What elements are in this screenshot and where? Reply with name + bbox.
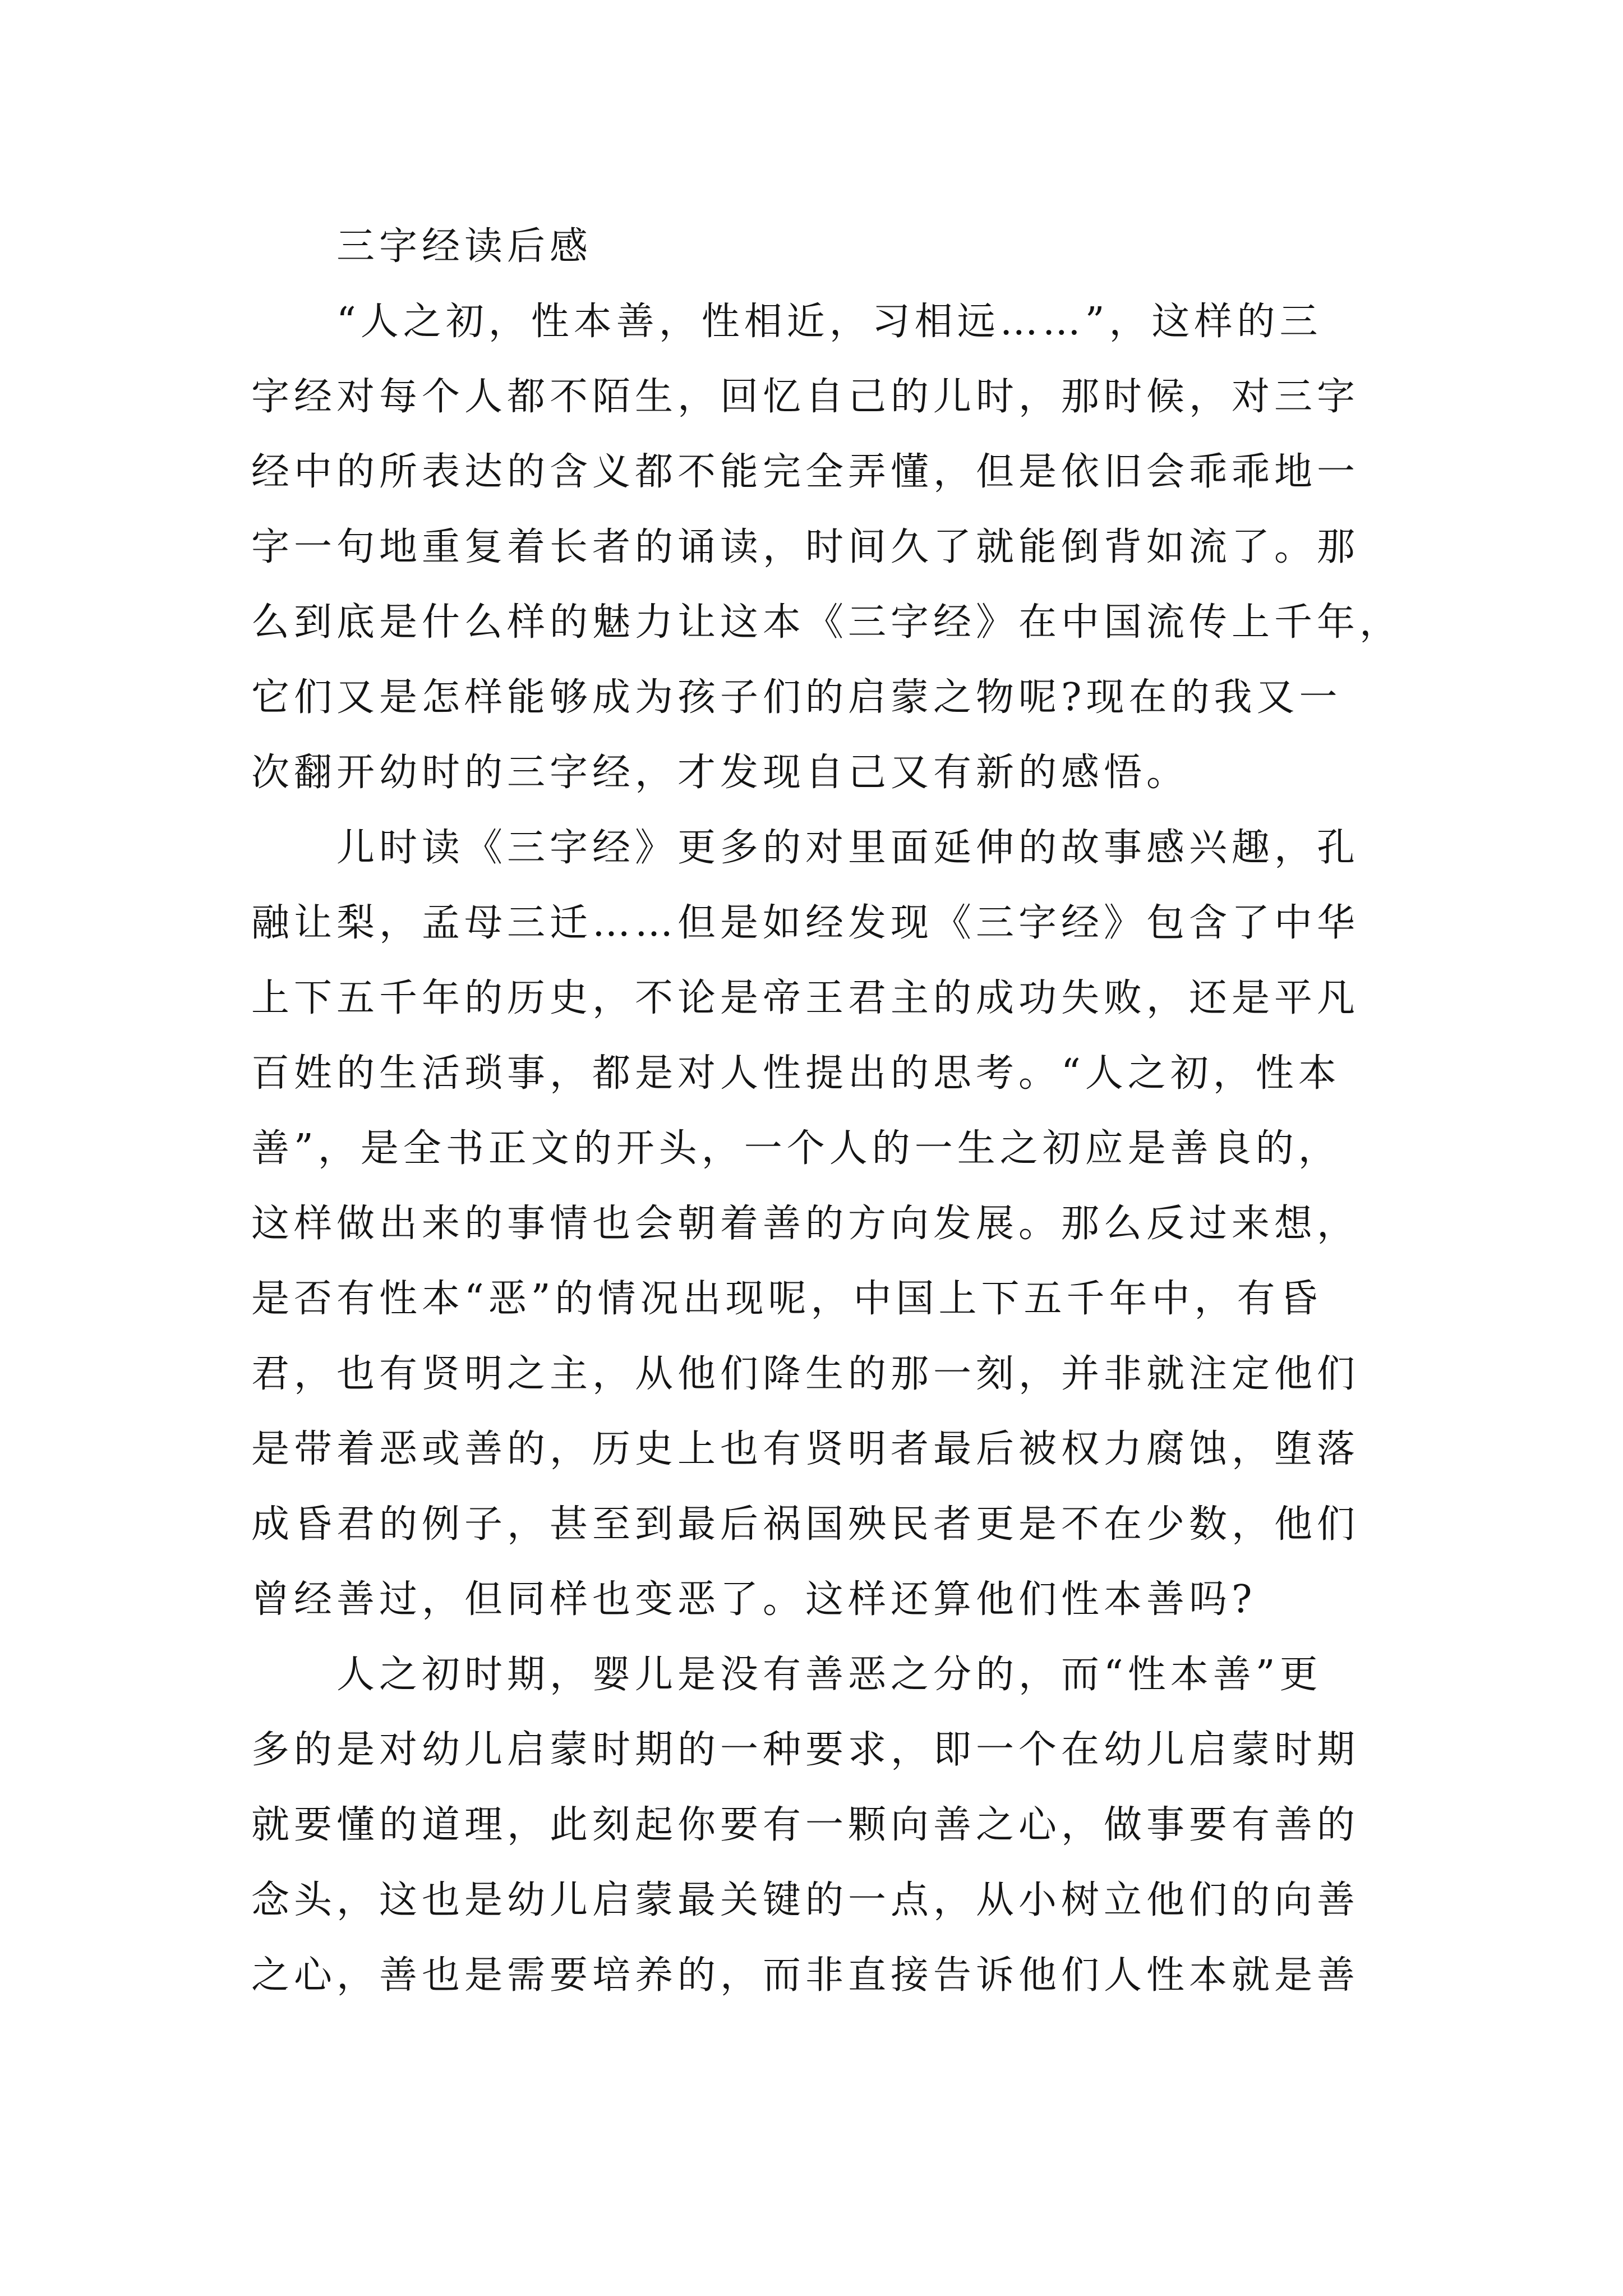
text-line: 多的是对幼儿启蒙时期的一种要求，即一个在幼儿启蒙时期 bbox=[251, 1728, 1360, 1772]
text-line: 字一句地重复着长者的诵读，时间久了就能倒背如流了。那 bbox=[251, 525, 1360, 569]
text-line: 就要懂的道理，此刻起你要有一颗向善之心，做事要有善的 bbox=[251, 1803, 1360, 1847]
text-line: 之心，善也是需要培养的，而非直接告诉他们人性本就是善 bbox=[251, 1953, 1360, 1998]
text-line: 是否有性本“恶”的情况出现呢，中国上下五千年中，有昏 bbox=[251, 1277, 1322, 1321]
text-line: 融让梨，孟母三迁……但是如经发现《三字经》包含了中华 bbox=[251, 901, 1360, 945]
essay-title: 三字经读后感 bbox=[336, 224, 593, 269]
text-line: 曾经善过，但同样也变恶了。这样还算他们性本善吗? bbox=[251, 1577, 1257, 1622]
text-line: 是带着恶或善的，历史上也有贤明者最后被权力腐蚀，堕落 bbox=[251, 1427, 1360, 1471]
text-line: 么到底是什么样的魅力让这本《三字经》在中国流传上千年， bbox=[251, 600, 1403, 645]
text-line: 经中的所表达的含义都不能完全弄懂，但是依旧会乖乖地一 bbox=[251, 450, 1360, 494]
text-line: 儿时读《三字经》更多的对里面延伸的故事感兴趣，孔 bbox=[336, 826, 1360, 870]
text-line: 君，也有贤明之主，从他们降生的那一刻，并非就注定他们 bbox=[251, 1352, 1360, 1396]
text-line: 善”，是全书正文的开头，一个人的一生之初应是善良的， bbox=[251, 1126, 1341, 1171]
text-line: 百姓的生活琐事，都是对人性提出的思考。“人之初，性本 bbox=[251, 1051, 1341, 1096]
text-line: 次翻开幼时的三字经，才发现自己又有新的感悟。 bbox=[251, 751, 1189, 795]
text-line: 这样做出来的事情也会朝着善的方向发展。那么反过来想， bbox=[251, 1202, 1360, 1246]
text-line: 字经对每个人都不陌生，回忆自己的儿时，那时候，对三字 bbox=[251, 375, 1360, 419]
text-line: 它们又是怎样能够成为孩子们的启蒙之物呢?现在的我又一 bbox=[251, 675, 1342, 720]
text-line: 念头，这也是幼儿启蒙最关键的一点，从小树立他们的向善 bbox=[251, 1878, 1360, 1922]
text-line: 上下五千年的历史，不论是帝王君主的成功失败，还是平凡 bbox=[251, 976, 1360, 1020]
text-line: “人之初，性本善，性相近，习相远……”，这样的三 bbox=[336, 300, 1322, 344]
text-line: 成昏君的例子，甚至到最后祸国殃民者更是不在少数，他们 bbox=[251, 1502, 1360, 1547]
text-line: 人之初时期，婴儿是没有善恶之分的，而“性本善”更 bbox=[336, 1653, 1322, 1697]
